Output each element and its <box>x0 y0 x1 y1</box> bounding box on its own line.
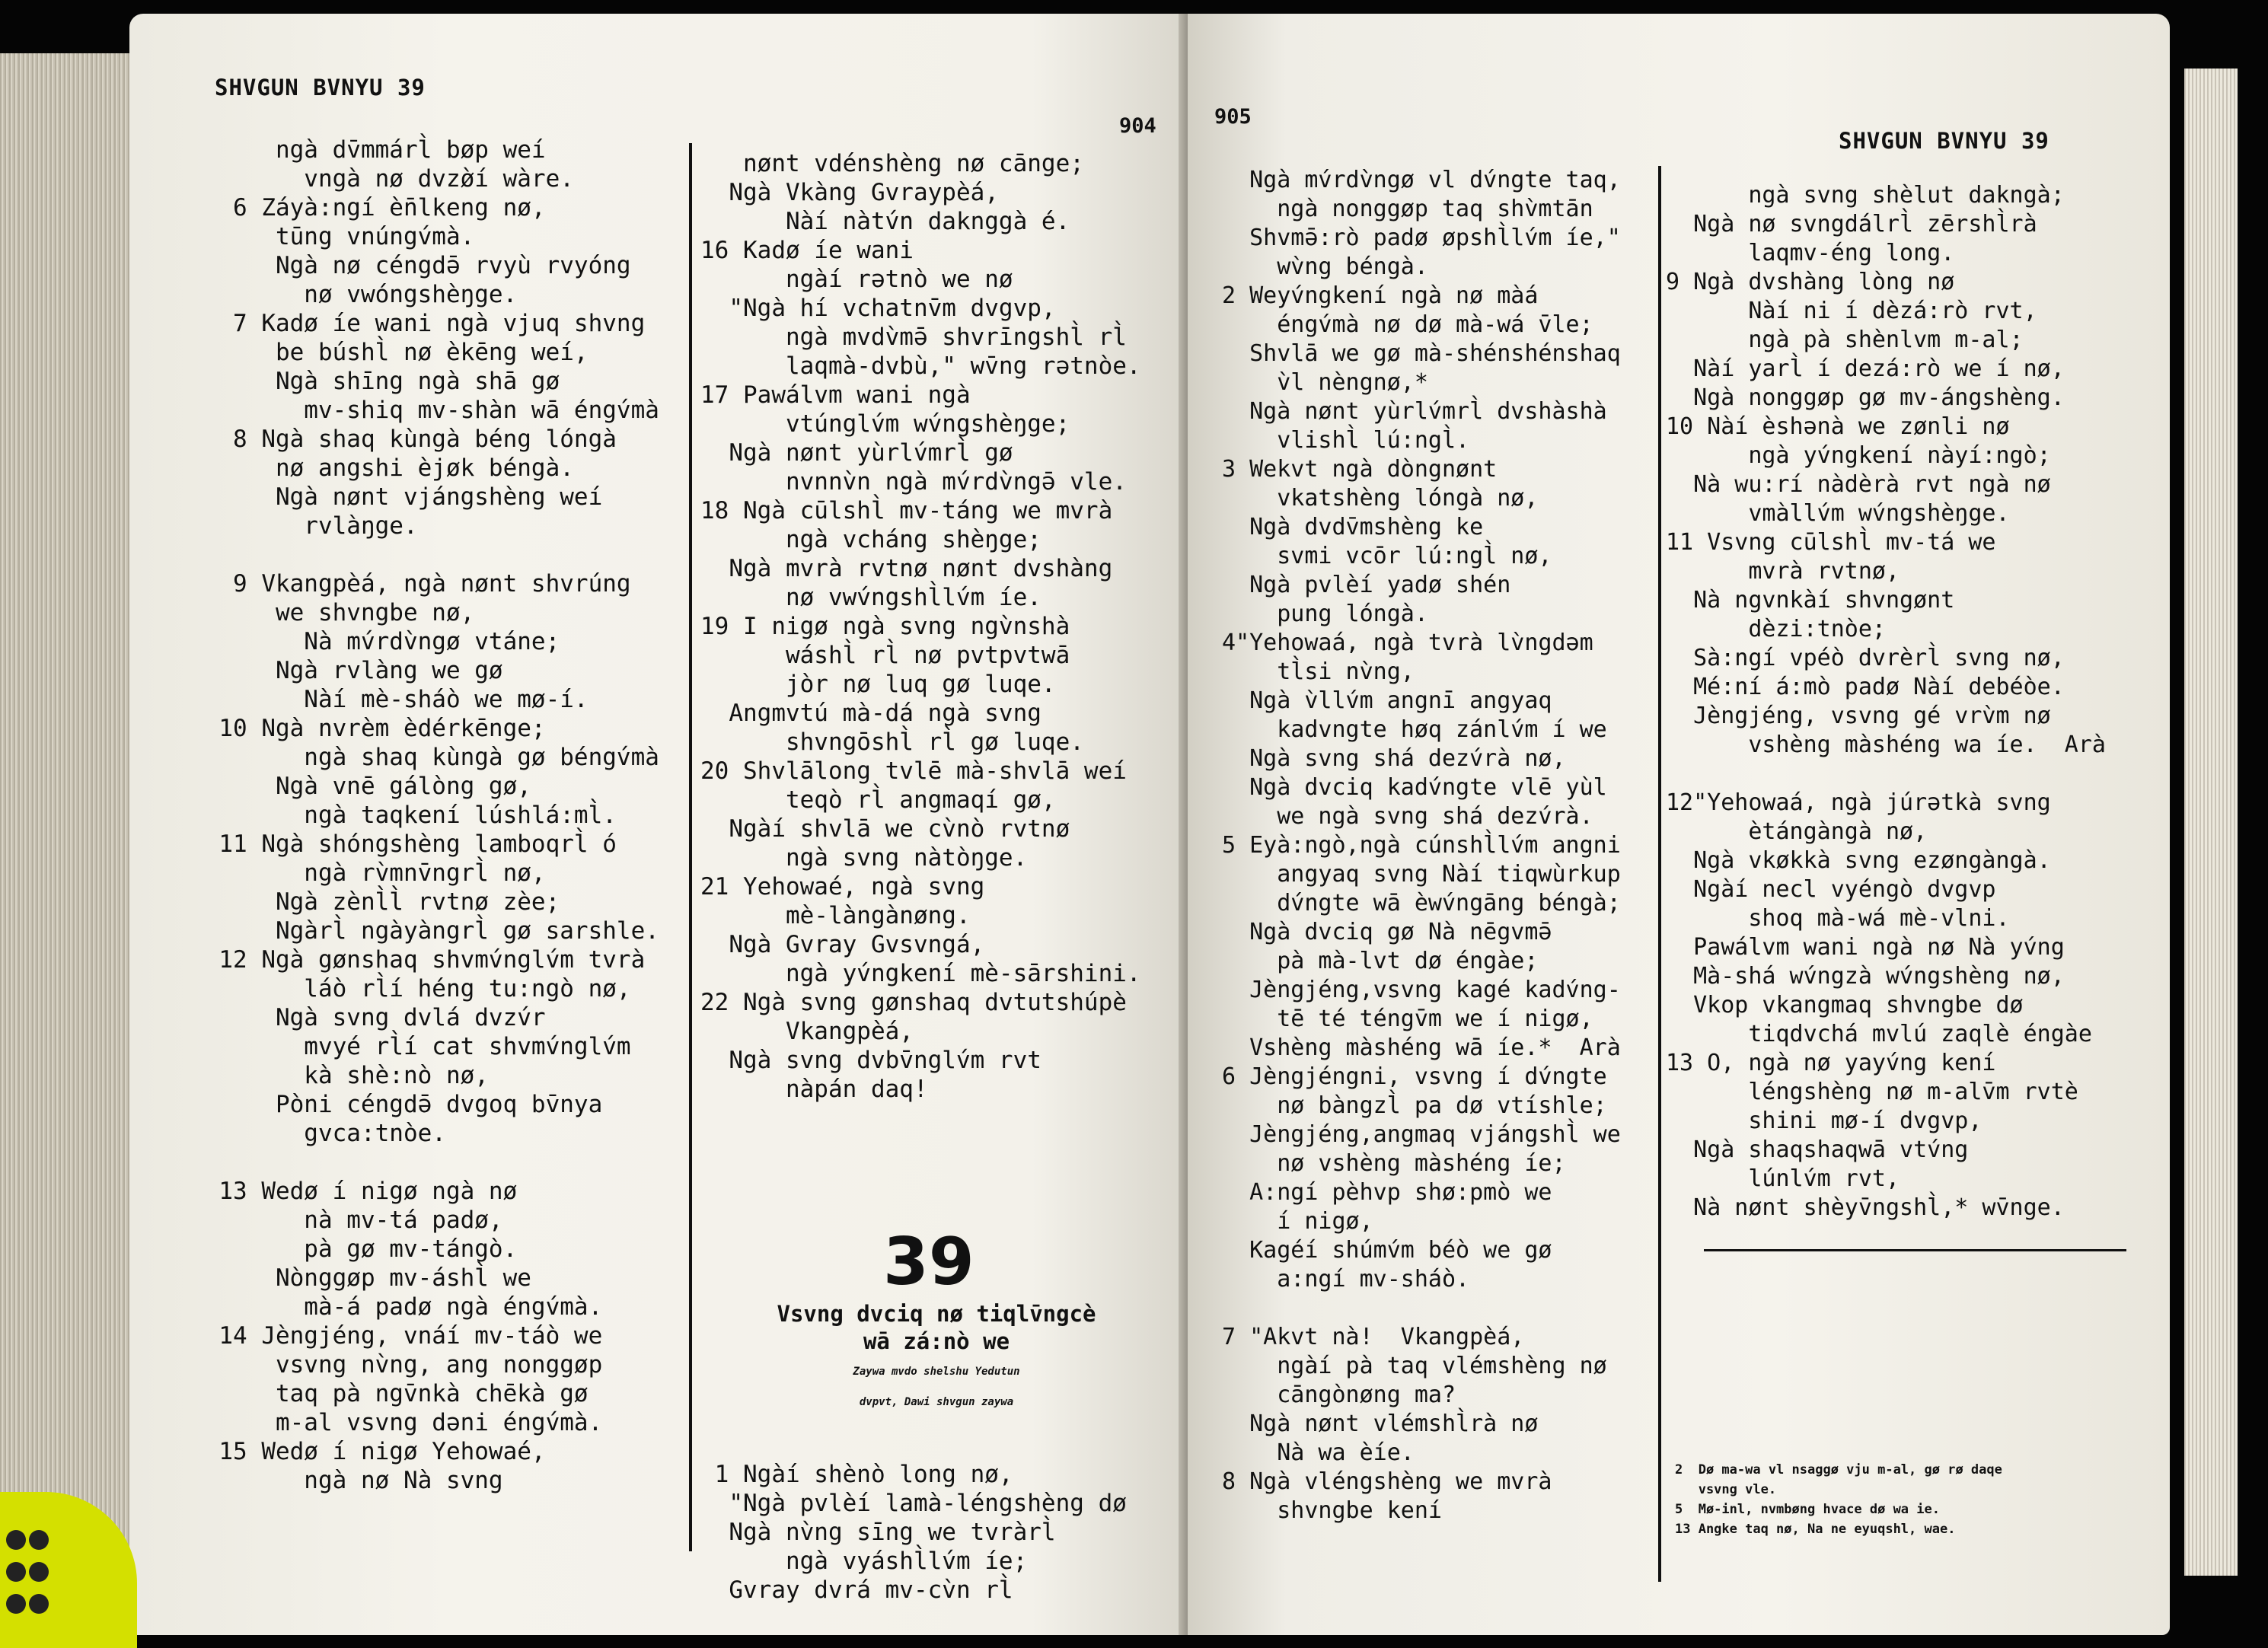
verse-line: ngà shaq kùngà gø béngv́mà <box>190 744 659 771</box>
verse-line: 13 O, ngà nø yayv́ng kení <box>1666 1050 1996 1076</box>
verse-line: kà shè:nò nø, <box>190 1062 489 1089</box>
verse-line: Ngà vkøkkà svng ezøngàngà. <box>1666 847 2051 874</box>
verse-line: Ngà Vkàng Gvraypèá, <box>700 179 999 206</box>
verse-line: ngà vcháng shèŋge; <box>700 526 1041 553</box>
verse-line: vtúnglv́m wv́ngshèŋge; <box>700 410 1070 438</box>
verse-line: ngà nø Nà svng <box>190 1467 503 1494</box>
verse-line: "Ngà pvlèí lamà-léngshèng dø <box>700 1490 1127 1517</box>
verse-line: 1 Ngàí shènò long nø, <box>700 1461 1013 1488</box>
verse-line: 5 Mø-inl, nvmbøng hvace dø wa ie. <box>1675 1502 1940 1517</box>
verse-line: tiqdvchá mvlú zaqlè éngàe <box>1666 1021 2092 1047</box>
verse-line: Sà:ngí vpéò dvrèrl̀ svng nø, <box>1666 645 2065 671</box>
verse-line: 9 Ngà dvshàng lòng nø <box>1666 269 1955 295</box>
right-running-header: SHVGUN BVNYU 39 <box>1839 128 2049 154</box>
verse-line <box>1222 1294 1621 1323</box>
verse-line: Ngà dvciq kadv́ngte vlē yùl <box>1222 774 1607 801</box>
verse-line: Ngà Gvray Gvsvngá, <box>700 931 985 958</box>
chapter-superscription <box>731 1356 1142 1417</box>
chapter-superscription-line: dvpvt, Dawi shvgun zaywa <box>859 1396 1014 1408</box>
verse-line: 18 Ngà cūlshl̀ mv-táng we mvrà <box>700 497 1113 524</box>
verse-line: tūng vnúngv́mà. <box>190 223 475 250</box>
verse-line: Ngà rvlàng we gø <box>190 657 503 684</box>
verse-line: svmi vcōr lú:ngl̀ nø, <box>1222 543 1552 569</box>
verse-line: taq pà ngv̄nkà chēkà gø <box>190 1380 589 1407</box>
verse-line: we ngà svng shá dezv́rà. <box>1222 803 1593 830</box>
verse-line: be búshl̀ nø èkēng weí, <box>190 339 589 366</box>
verse-line: 5 Eyà:ngò,ngà cúnshl̀lv́m angni <box>1222 832 1621 859</box>
verse-line: 8 Ngà vléngshèng we mvrà <box>1222 1468 1552 1495</box>
verse-line: shoq mà-wá mè-vlni. <box>1666 905 2010 932</box>
verse-line: Nàí yarl̀ í dezá:rò we í nø, <box>1666 355 2065 382</box>
verse-line: dv́ngte wā èwv́ngāng béngà; <box>1222 890 1621 916</box>
verse-line: Ngàí necl vyéngò dvgvp <box>1666 876 1996 903</box>
verse-line: angyaq svng Nàí tiqwùrkup <box>1222 861 1621 888</box>
verse-line: Nàí mè-sháò we mø-í. <box>190 686 589 713</box>
verse-line: Shvmə̄:rò padø øpshl̀lv́m íe," <box>1222 225 1621 251</box>
footnotes <box>1675 1460 2002 1539</box>
verse-line: 13 Angke taq nø, Na ne eyuqshl, wae. <box>1675 1522 1956 1537</box>
verse-line: Nònggøp mv-áshl̀ we <box>190 1264 531 1292</box>
verse-line: Pòni céngdə̄ dvgoq bv̄nya <box>190 1091 603 1118</box>
verse-line: nø vwv́ngshl̀lv́m íe. <box>700 584 1041 611</box>
verse-line: Ngà pvlèí yadø shén <box>1222 572 1511 598</box>
verse-line: vkatshèng lóngà nø, <box>1222 485 1539 512</box>
verse-line: 8 Ngà shaq kùngà béng lóngà <box>190 426 617 453</box>
chapter-title <box>731 1300 1142 1355</box>
verse-line: Nàí ni í dèzá:rò rvt, <box>1666 298 2037 324</box>
verse-line: Ngà nø céngdə̄ rvyù rvyóng <box>190 252 631 279</box>
verse-line: 10 Nàí èshənà we zønli nø <box>1666 413 2010 440</box>
right-page-column-1 <box>1222 166 1621 1525</box>
verse-line: Gvray dvrá mv-cv̀n rl̀ <box>700 1576 1013 1604</box>
verse-line: Ngà shaqshaqwā vtv́ng <box>1666 1136 1969 1163</box>
verse-line: mà-á padø ngà éngv́mà. <box>190 1293 603 1321</box>
verse-line: kadvngte høq zánlv́m í we <box>1222 716 1607 743</box>
verse-line: 6 Jèngjéngni, vsvng í dv́ngte <box>1222 1063 1607 1090</box>
verse-line: Nà ngvnkàí shvngønt <box>1666 587 1955 614</box>
right-page <box>1188 14 2170 1635</box>
verse-line: tl̀si nv̀ng, <box>1222 658 1415 685</box>
verse-line: 11 Vsvng cūlshl̀ mv-tá we <box>1666 529 1996 556</box>
verse-line: Ngà svng shá dezv́rà nø, <box>1222 745 1566 772</box>
verse-line: Ngà svng dvlá dvzv́r <box>190 1004 546 1031</box>
verse-line: Jèngjéng,angmaq vjángshl̀ we <box>1222 1121 1621 1148</box>
verse-line: ngà taqkení lúshlá:ml̀. <box>190 802 617 829</box>
verse-line: 21 Yehowaé, ngà svng <box>700 873 985 901</box>
verse-line: wv̀ng béngà. <box>1222 253 1428 280</box>
verse-line: ngà rv̀mnv̄ngrl̀ nø, <box>190 859 546 887</box>
verse-line: shvngōshl̀ rl̀ gø luqe. <box>700 728 1084 756</box>
verse-line: Nà mv́rdv̀ngø vtáne; <box>190 628 560 655</box>
verse-line: vsvng nv̀ng, ang nonggøp <box>190 1351 603 1379</box>
verse-line: nø vshèng màshéng íe; <box>1222 1150 1566 1177</box>
verse-line: 4"Yehowaá, ngà tvrà lv̀ngdəm <box>1222 630 1593 656</box>
verse-line: 6 Záyà:ngí èn̄lkeng nø, <box>190 194 546 222</box>
verse-line: we shvngbe nø, <box>190 599 475 626</box>
column-divider <box>689 143 692 1551</box>
verse-line: vngà nø dvzø̀í wàre. <box>190 165 574 193</box>
verse-line: 22 Ngà svng gønshaq dvtutshúpè <box>700 989 1127 1016</box>
verse-line: 14 Jèngjéng, vnáí mv-táò we <box>190 1322 603 1350</box>
verse-line: nø bàngzl̀ pa dø vtíshle; <box>1222 1092 1607 1119</box>
verse-line: nønt vdénshèng nø cānge; <box>700 150 1084 177</box>
verse-line: mvyé rl̀í cat shvmv́nglv́m <box>190 1033 631 1060</box>
verse-line: pà mà-lvt dø éngàe; <box>1222 948 1539 974</box>
verse-line: m-al vsvng dəni éngv́mà. <box>190 1409 603 1436</box>
left-page-number: 904 <box>1119 114 1156 138</box>
verse-line: 3 Wekvt ngà dòngnønt <box>1222 456 1498 483</box>
verse-line: Vshèng màshéng wā íe.* Arà <box>1222 1034 1621 1061</box>
verse-line: 13 Wedø í nigø ngà nø <box>190 1178 518 1205</box>
verse-line: léngshèng nø m-alv̄m rvtè <box>1666 1079 2078 1105</box>
verse-line: ngà pà shènlvm m-al; <box>1666 327 2024 353</box>
verse-line: Ngà nønt vlémshl̀rà nø <box>1222 1411 1539 1437</box>
verse-line: "Ngà hí vchatnv̄m dvgvp, <box>700 295 1056 322</box>
verse-line: Nà nønt shèyv̄ngshl̀,* wv̄nge. <box>1666 1194 2065 1221</box>
verse-line: Nàí nàtv́n daknggà é. <box>700 208 1070 235</box>
verse-line: 12"Yehowaá, ngà júrətkà svng <box>1666 789 2051 816</box>
verse-line: 7 Kadø íe wani ngà vjuq shvng <box>190 310 646 337</box>
verse-line: ngà yv́ngkení mè-sārshini. <box>700 960 1141 987</box>
verse-line: vshèng màshéng wa íe. Arà <box>1666 732 2106 758</box>
left-page-column-2-chapter-start <box>700 1460 1127 1605</box>
verse-line: ngà yv́ngkení nàyí:ngò; <box>1666 442 2051 469</box>
verse-line: Ngà zènl̀l̀ rvtnø zèe; <box>190 888 560 916</box>
page-stack-edge-left <box>0 53 133 1606</box>
verse-line: 9 Vkangpèá, ngà nønt shvrúng <box>190 570 631 598</box>
verse-line: 16 Kadø íe wani <box>700 237 914 264</box>
footnote-rule <box>1704 1249 2126 1251</box>
verse-line: rvlàŋge. <box>190 512 418 540</box>
verse-line: nvnnv̀n ngà mv́rdv̀ngə̄ vle. <box>700 468 1127 496</box>
verse-line: Angmvtú mà-dá ngà svng <box>700 700 1041 727</box>
verse-line: Pawálvm wani ngà nø Nà yv́ng <box>1666 934 2065 961</box>
left-page-column-2 <box>700 149 1141 1104</box>
left-page <box>129 14 1191 1635</box>
verse-line: Ngà dvciq gø Nà nēgvmə̄ <box>1222 919 1552 945</box>
verse-line: 10 Ngà nvrèm èdérkēnge; <box>190 715 546 742</box>
verse-line: wáshl̀ rl̀ nø pvtpvtwā <box>700 642 1070 669</box>
verse-line: vlishl̀ lú:ngl̀. <box>1222 427 1470 454</box>
verse-line: Ngà nønt yùrlv́mrl̀ gø <box>700 439 1013 467</box>
verse-line: 11 Ngà shóngshèng lamboqrl̀ ó <box>190 830 617 858</box>
verse-line: cāngònøng ma? <box>1222 1382 1456 1408</box>
verse-line: Ngà mv́rdv̀ngø vl dv́ngte taq, <box>1222 167 1621 193</box>
verse-line: v̀l nèngnø,* <box>1222 369 1428 396</box>
verse-line: mè-làngànøng. <box>700 902 971 929</box>
verse-line: 2 Weyv́ngkení ngà nø màá <box>1222 282 1539 309</box>
verse-line: Ngà svng dvbv̄nglv́m rvt <box>700 1047 1041 1074</box>
verse-line: Mà-shá wv́ngzà wv́ngshèng nø, <box>1666 963 2065 990</box>
verse-line: nàpán daq! <box>700 1076 928 1103</box>
verse-line: Ngà v̀llv́m angnī angyaq <box>1222 687 1552 714</box>
verse-line: ngà svng shèlut dakngà; <box>1666 182 2065 209</box>
verse-line: Kagéí shúmv́m béò we gø <box>1222 1237 1552 1264</box>
verse-line: Ngàí shvlā we cv̀nò rvtnø <box>700 815 1070 843</box>
verse-line: laqmà-dvbù," wv̄ng rətnòe. <box>700 352 1141 380</box>
verse-line: Ngà nø svngdálrl̀ zērshl̀rà <box>1666 211 2037 237</box>
verse-line: teqò rl̀ angmaqí gø, <box>700 786 1056 814</box>
verse-line: Mé:ní á:mò padø Nàí debéòe. <box>1666 674 2065 700</box>
verse-line: ngàí pà taq vlémshèng nø <box>1222 1353 1607 1379</box>
verse-line: ngà vyáshl̀lv́m íe; <box>700 1548 1028 1575</box>
chapter-title-line: wā zá:nò we <box>863 1328 1010 1354</box>
verse-line: vmàllv́m wv́ngshèŋge. <box>1666 500 2010 527</box>
verse-line: pà gø mv-tángò. <box>190 1235 518 1263</box>
verse-line: Nà wu:rí nàdèrà rvt ngà nø <box>1666 471 2051 498</box>
verse-line: Shvlā we gø mà-shénshénshaq <box>1222 340 1621 367</box>
verse-line: Ngà nv̀ng sīng we tvràrl̀ <box>700 1519 1056 1546</box>
verse-line: Ngà nonggøp gø mv-ángshèng. <box>1666 384 2065 411</box>
verse-line: lúnlv́m rvt, <box>1666 1165 1900 1192</box>
verse-line: gvca:tnòe. <box>190 1120 446 1147</box>
verse-line: Ngà shīng ngà shā gø <box>190 368 560 395</box>
verse-line: mv-shiq mv-shàn wā éngv́mà <box>190 397 659 424</box>
chapter-superscription-line: Zaywa mvdo shelshu Yedutun <box>853 1366 1020 1378</box>
verse-line: 15 Wedø í nigø Yehowaé, <box>190 1438 546 1465</box>
verse-line: jòr nø luq gø luqe. <box>700 671 1056 698</box>
verse-line: Vkangpèá, <box>700 1018 914 1045</box>
verse-line: Jèngjéng,vsvng kagé kadv́ng- <box>1222 977 1621 1003</box>
right-page-number: 905 <box>1214 105 1252 129</box>
verse-line: vsvng vle. <box>1675 1482 1777 1497</box>
verse-line: ngàí rətnò we nø <box>700 266 1013 293</box>
verse-line: 19 I nigø ngà svng ngv̀nshà <box>700 613 1070 640</box>
verse-line: Ngà nønt vjángshèng weí <box>190 483 603 511</box>
verse-line: Nà wa èíe. <box>1222 1439 1415 1466</box>
verse-line: ngà svng nàtòŋge. <box>700 844 1028 872</box>
verse-line <box>190 1148 659 1177</box>
column-divider <box>1658 166 1661 1582</box>
verse-line <box>1666 760 2106 789</box>
verse-line: éngv́mà nø dø mà-wá v̄le; <box>1222 311 1593 338</box>
verse-line: nø vwóngshèŋge. <box>190 281 518 308</box>
verse-line: dèzi:tnòe; <box>1666 616 1886 642</box>
verse-line: pung lóngà. <box>1222 601 1428 627</box>
verse-line: Ngà vnē gálòng gø, <box>190 773 531 800</box>
verse-line: 7 "Akvt nà! Vkangpèá, <box>1222 1324 1525 1350</box>
right-page-column-2 <box>1666 181 2106 1222</box>
verse-line: í nigø, <box>1222 1208 1373 1235</box>
verse-line: ngà mvdv̀mə̄ shvrīngshl̀ rl̀ <box>700 324 1127 351</box>
verse-line: tē té téngv̄m we í nigø, <box>1222 1006 1593 1032</box>
verse-line: Ngàrl̀ ngàyàngrl̀ gø sarshle. <box>190 917 659 945</box>
verse-line: láò rl̀í héng tu:ngò nø, <box>190 975 631 1003</box>
verse-line: Ngà mvrà rvtnø nønt dvshàng <box>700 555 1113 582</box>
verse-line <box>190 540 659 569</box>
verse-line: Ngà dvdv̄mshèng ke <box>1222 514 1484 540</box>
verse-line: 2 Dø ma-wa vl nsaggø vju m-al, gø rø daqe <box>1675 1462 2002 1477</box>
verse-line: nø angshi èjøk béngà. <box>190 454 574 482</box>
verse-line: mvrà rvtnø, <box>1666 558 1900 585</box>
verse-line: A:ngí pèhvp shø:pmò we <box>1222 1179 1552 1206</box>
chapter-title-line: Vsvng dvciq nø tiqlv̄ngcè <box>777 1301 1096 1327</box>
verse-line: 20 Shvlālong tvlē mà-shvlā weí <box>700 757 1127 785</box>
verse-line: Jèngjéng, vsvng gé vrv̀m nø <box>1666 703 2051 729</box>
verse-line: 12 Ngà gønshaq shvmv́nglv́m tvrà <box>190 946 646 974</box>
verse-line: laqmv-éng long. <box>1666 240 1955 266</box>
left-page-column-1 <box>190 135 659 1495</box>
verse-line: Vkop vkangmaq shvngbe dø <box>1666 992 2024 1018</box>
bookmark-tab-dots <box>0 1522 53 1637</box>
page-stack-edge-right <box>2184 69 2238 1576</box>
verse-line: nà mv-tá padø, <box>190 1207 503 1234</box>
verse-line: Ngà nønt yùrlv́mrl̀ dvshàshà <box>1222 398 1607 425</box>
verse-line: shvngbe kení <box>1222 1497 1442 1524</box>
verse-line: ètángàngà nø, <box>1666 818 1928 845</box>
verse-line: ngà nonggøp taq shv̀mtān <box>1222 196 1593 222</box>
verse-line: ngà dv̄mmárl̀ bøp weí <box>190 136 546 164</box>
verse-line: a:ngí mv-sháò. <box>1222 1266 1470 1293</box>
verse-line: shini mø-í dvgvp, <box>1666 1108 1983 1134</box>
verse-line: 17 Pawálvm wani ngà <box>700 381 971 409</box>
chapter-number: 39 <box>883 1224 975 1300</box>
left-running-header: SHVGUN BVNYU 39 <box>215 75 426 100</box>
